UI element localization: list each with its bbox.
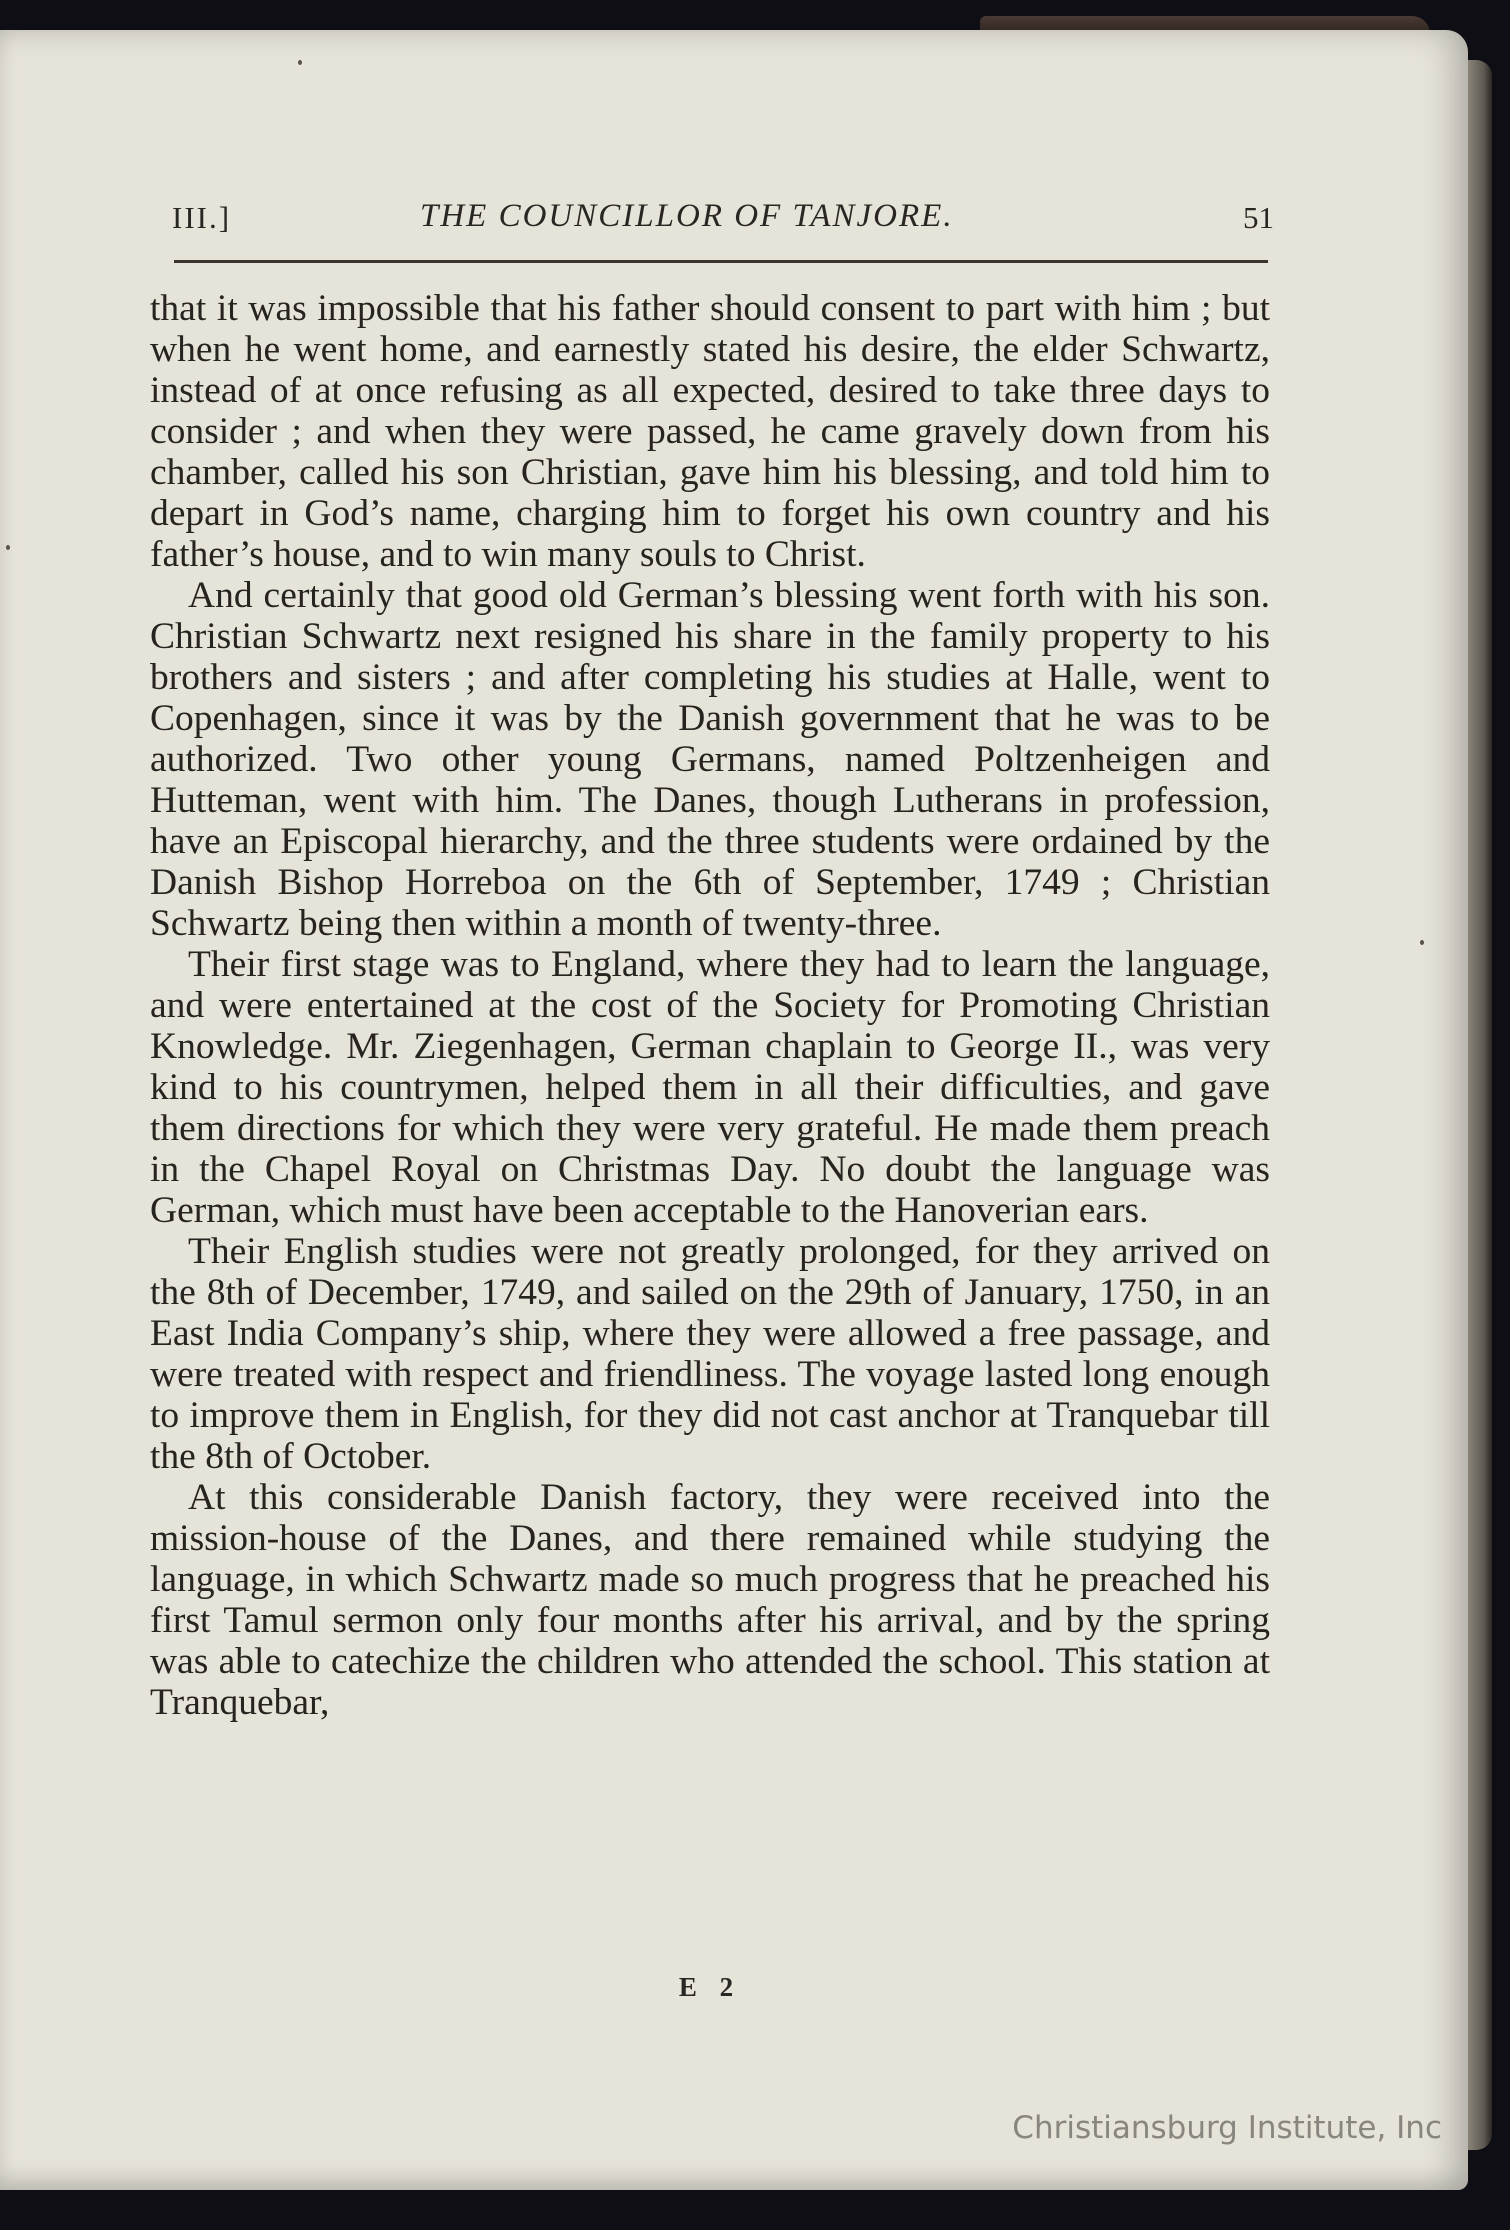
body-text <box>150 288 1270 1723</box>
paper-speck <box>1420 940 1424 945</box>
paper-speck <box>6 545 10 550</box>
header-rule <box>174 260 1268 263</box>
paper-speck <box>298 60 302 65</box>
paragraph: Their English studies were not greatly prolonged, for they arrived on the 8th of December, 1749, and sailed on the 29th of January, 1750, in an East India Company’s ship, where they were allowed a free passage, and were treated with respect and friendliness. The voyage lasted long enough to improve them in English, for they did not cast anchor at Tranquebar till the 8th of October. <box>150 1231 1270 1477</box>
watermark-text: Christiansburg Institute, Inc <box>1012 2110 1442 2146</box>
paragraph: And certainly that good old German’s blessing went forth with his son. Christian Schwartz next resigned his share in the family property to his brothers and sisters ; and after completing his studies at Halle, went to Copenhagen, since it was by the Danish government that he was to be authorized. Two other young Germans, named Poltzenheigen and Hutteman, went with him. The Danes, though Lutherans in profession, have an Episcopal hierarchy, and the three students were ordained by the Danish Bishop Horreboa on the 6th of September, 1749 ; Christian Schwartz being then within a month of twenty-three. <box>150 575 1270 944</box>
signature-mark: E 2 <box>678 1972 742 2002</box>
running-title: THE COUNCILLOR OF TANJORE. <box>420 198 954 234</box>
paragraph: Their first stage was to England, where they had to learn the language, and were entertained at the cost of the Society for Promoting Christian Knowledge. Mr. Ziegenhagen, German chaplain to George II., was very kind to his countrymen, helped them in all their difficulties, and gave them directions for which they were very grateful. He made them preach in the Chapel Royal on Christmas Day. No doubt the language was German, which must have been acceptable to the Hanoverian ears. <box>150 944 1270 1231</box>
paragraph: that it was impossible that his father should consent to part with him ; but when he went home, and earnestly stated his desire, the elder Schwartz, instead of at once refusing as all expected, desired to take three days to consider ; and when they were passed, he came gravely down from his chamber, called his son Christian, gave him his blessing, and told him to depart in God’s name, charging him to forget his own country and his father’s house, and to win many souls to Christ. <box>150 288 1270 575</box>
paragraph: At this considerable Danish factory, they were received into the mission-house of the Danes, and there remained while studying the language, in which Schwartz made so much progress that he preached his first Tamul sermon only four months after his arrival, and by the spring was able to catechize the children who attended the school. This station at Tranquebar, <box>150 1477 1270 1723</box>
running-header <box>172 194 1272 248</box>
chapter-marker: III.] <box>172 200 232 235</box>
page-number: 51 <box>1243 200 1274 235</box>
